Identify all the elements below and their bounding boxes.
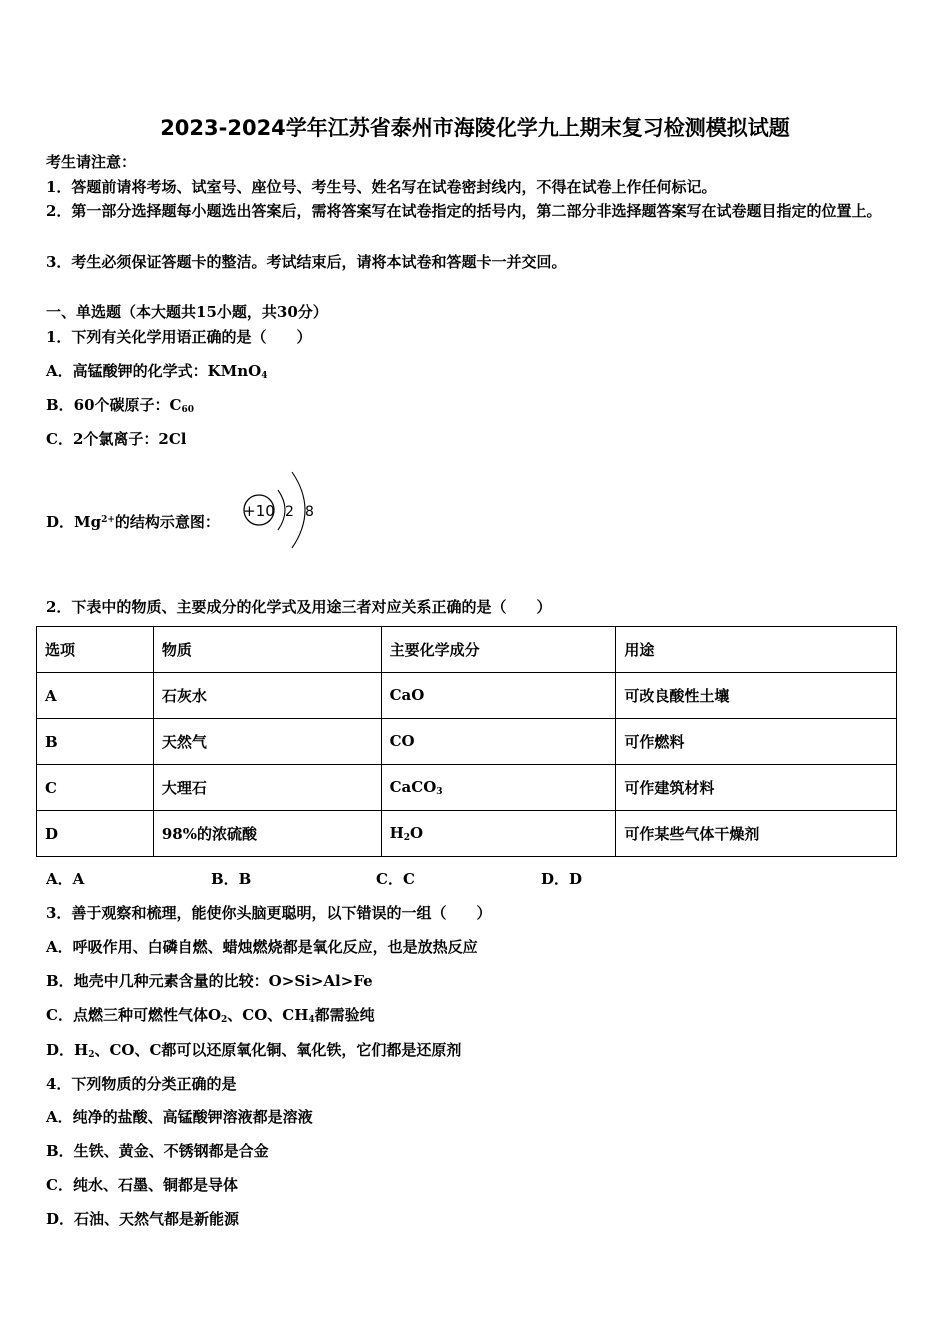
section-heading: 一、单选题（本大题共15小题，共30分） [46,303,328,321]
formula-text: CaO [389,686,425,704]
q2-option-b: B．B [211,870,252,888]
q3-option-c-part3: 都需验纯 [314,1006,375,1024]
q3-option-d-part1: D．H [46,1041,89,1059]
q1-option-d [46,511,220,532]
table-cell-option: B [37,719,154,765]
formula-text: CO [389,732,415,750]
q4-option-c: C．纯水、石墨、铜都是导体 [46,1176,238,1194]
table-header-cell: 用途 [616,627,897,673]
q2-options [46,868,706,889]
q3-option-a: A．呼吸作用、白磷自燃、蜡烛燃烧都是氧化反应，也是放热反应 [46,938,478,956]
table-row [37,719,897,765]
q2-option-a: A．A [46,870,85,888]
q3-option-c-sub1: 2 [221,1015,228,1025]
q4-option-d: D．石油、天然气都是新能源 [46,1210,240,1228]
q4-option-b: B．生铁、黄金、不锈钢都是合金 [46,1142,269,1160]
table-cell-substance: 大理石 [153,765,381,811]
q3-option-c-part2: 、CO、CH [227,1006,309,1024]
q1-option-d-pre: D．Mg [46,513,102,531]
table-cell-use: 可作燃料 [616,719,897,765]
q1-option-a-text: A．高锰酸钾的化学式：KMnO [46,362,262,380]
outer-shell-arc [292,472,305,548]
q3-option-b: B．地壳中几种元素含量的比较：O>Si>Al>Fe [46,972,373,990]
table-cell-use: 可作建筑材料 [616,765,897,811]
q2-stem: 2．下表中的物质、主要成分的化学式及用途三者对应关系正确的是（ ） [46,598,552,616]
q4-stem: 4．下列物质的分类正确的是 [46,1075,237,1093]
notice-heading: 考生请注意： [46,153,137,171]
table-cell-option: D [37,811,154,857]
q3-option-d-sub: 2 [88,1050,95,1060]
table-cell-substance: 石灰水 [153,673,381,719]
table-row [37,811,897,857]
table-row [37,765,897,811]
q1-option-b [46,394,194,415]
q1-option-b-text: B．60个碳原子：C [46,396,182,414]
table-cell-formula [381,673,616,719]
table-cell-option: C [37,765,154,811]
q2-table [36,626,897,857]
q1-option-b-sub: 60 [181,405,195,415]
formula-text: CaCO [389,778,437,796]
formula-sub: 3 [436,787,443,797]
q3-option-c [46,1004,375,1025]
inner-shell-arc [278,490,285,530]
table-cell-formula [381,719,616,765]
table-cell-substance: 天然气 [153,719,381,765]
table-header-cell: 主要化学成分 [381,627,616,673]
inner-shell-electrons: 2 [285,504,294,520]
table-cell-option: A [37,673,154,719]
nucleus-charge: +10 [243,502,275,520]
page-title: 2023-2024学年江苏省泰州市海陵化学九上期末复习检测模拟试题 [160,116,790,140]
table-header-cell: 选项 [37,627,154,673]
q1-option-d-sup: 2+ [101,515,115,525]
formula-post: O [410,824,424,842]
q3-option-c-sub2: 4 [308,1015,315,1025]
outer-shell-electrons: 8 [305,504,314,520]
table-cell-use: 可作某些气体干燥剂 [616,811,897,857]
q4-option-a: A．纯净的盐酸、高锰酸钾溶液都是溶液 [46,1108,313,1126]
q2-option-c: C．C [376,870,415,888]
formula-sub: 2 [403,833,411,843]
notice-item-2: 2．第一部分选择题每小题选出答案后，需将答案写在试卷指定的括号内，第二部分非选择题答案写在试卷题目指定的位置上。 [46,202,882,220]
q1-option-c: C．2个氯离子：2Cl [46,430,187,448]
q3-option-c-part1: C．点燃三种可燃性气体O [46,1006,222,1024]
q1-option-d-post: 的结构示意图： [114,513,220,531]
table-header-cell: 物质 [153,627,381,673]
table-cell-use: 可改良酸性土壤 [616,673,897,719]
notice-item-1: 1．答题前请将考场、试室号、座位号、考生号、姓名写在试卷密封线内，不得在试卷上作任何标记。 [46,178,717,196]
notice-item-3: 3．考生必须保证答题卡的整洁。考试结束后，请将本试卷和答题卡一并交回。 [46,253,567,271]
q3-option-d [46,1039,461,1060]
q1-option-a [46,360,268,381]
table-header-row [37,627,897,673]
q3-stem: 3．善于观察和梳理，能使你头脑更聪明，以下错误的一组（ ） [46,904,492,922]
table-cell-formula [381,765,616,811]
table-cell-substance: 98%的浓硫酸 [153,811,381,857]
table-cell-formula [381,811,616,857]
q3-option-d-part2: 、CO、C都可以还原氧化铜、氧化铁，它们都是还原剂 [94,1041,462,1059]
atomic-structure-diagram [234,466,324,554]
formula-text: H [389,824,404,842]
q2-option-d: D．D [541,870,583,888]
table-row [37,673,897,719]
q1-stem: 1．下列有关化学用语正确的是（ ） [46,328,312,346]
q1-option-a-sub: 4 [261,371,268,381]
